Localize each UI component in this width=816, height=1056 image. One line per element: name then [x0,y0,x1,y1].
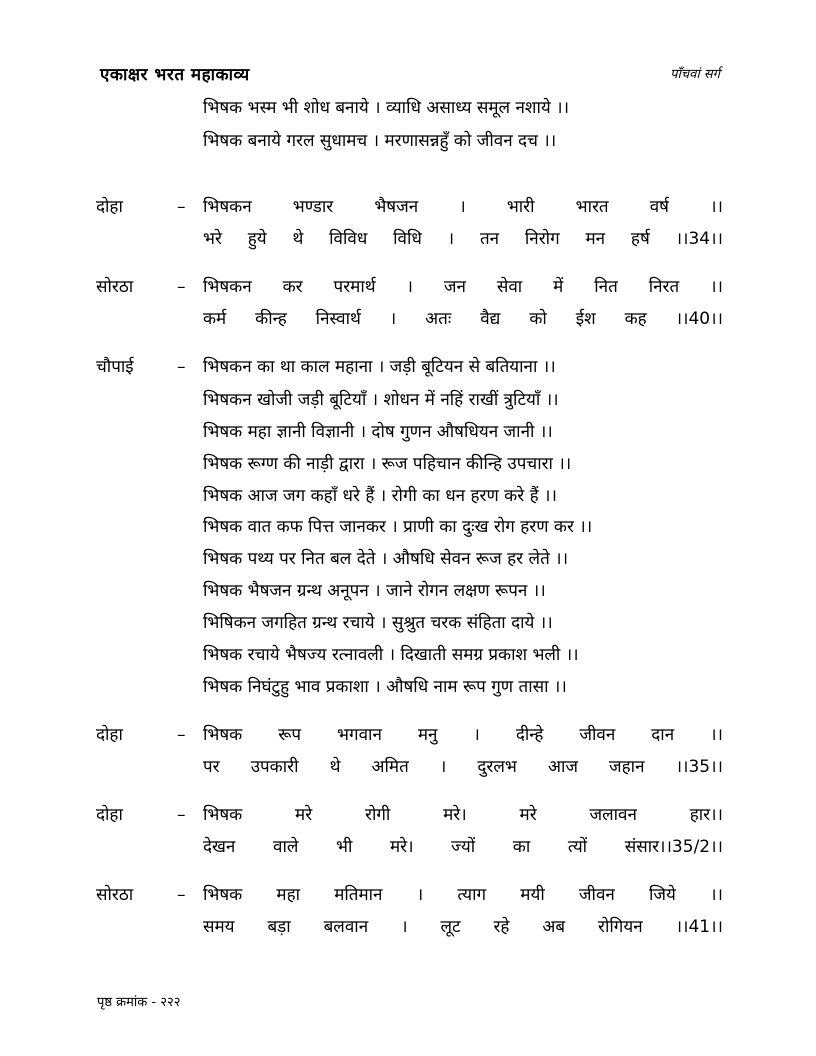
verse-line: भिषक रचाये भैषज्य रत्नावली । दिखाती समग्र प्रकाश भली ।। [203,645,579,665]
page-number: पृष्ठ क्रमांक - २२२ [97,995,181,1010]
verse-line: भिषक भस्म भी शोध बनाये । व्याधि असाध्य समूल नशाये ।। [203,98,570,118]
verse-dash: – [177,885,186,905]
verse-type-label: दोहा [96,805,123,825]
verse-line: भिषक भैषजन ग्रन्थ अनूपन । जाने रोगन लक्षण रूपन ।। [203,581,546,601]
verse-dash: – [177,725,186,745]
verse-line: भिषक रूग्ण की नाड़ी द्वारा । रूज पहिचान कीन्हि उपचारा ।। [203,454,572,474]
verse-line: भिषकन का था काल महाना । जड़ी बूटियन से बतियाना ।। [203,357,556,377]
verse-line: देखन वाले भी मरे। ज्यों का त्यों संसार।।35/2।। [203,837,723,857]
verse-line: पर उपकारी थे अमित । दुरलभ आज जहान ।।35।। [203,757,723,777]
verse-dash: – [177,357,186,377]
verse-type-label: सोरठा [96,885,134,905]
verse-line: भिषकन भण्डार भैषजन । भारी भारत वर्ष ।। [203,197,723,217]
verse-line: भिषक बनाये गरल सुधामच । मरणासन्नहुँ को जीवन दच ।। [203,131,557,151]
verse-type-label: चौपाई [96,357,134,377]
verse-line: भिषक महा ज्ञानी विज्ञानी । दोष गुणन औषधियन जानी ।। [203,422,553,442]
verse-dash: – [177,277,186,297]
verse-line: कर्म कीन्ह निस्वार्थ । अतः वैद्य को ईश कह ।।40।। [203,309,723,329]
verse-dash: – [177,805,186,825]
verse-line: भिषकन खोजी जड़ी बूटियाँ । शोधन में नहिं राखीं त्रुटियाँ ।। [203,390,559,410]
verse-line: भरे हुये थे विविध विधि । तन निरोग मन हर्ष ।।34।। [203,229,723,249]
verse-line: भिषक पथ्य पर नित बल देते । औषधि सेवन रूज हर लेते ।। [203,549,569,569]
verse-dash: – [177,197,186,217]
verse-type-label: दोहा [96,197,123,217]
verse-line: भिषिकन जगहित ग्रन्थ रचाये । सुश्रुत चरक संहिता दाये ।। [203,613,553,633]
verse-line: भिषकन कर परमार्थ । जन सेवा में नित निरत ।। [203,277,723,297]
verse-line: भिषक वात कफ पित्त जानकर । प्राणी का दुःख रोग हरण कर ।। [203,517,593,537]
chapter-title: पाँचवां सर्ग [670,67,720,82]
verse-line: भिषक मरे रोगी मरे। मरे जलावन हार।। [203,805,723,825]
verse-line: भिषक आज जग कहाँ धरे हैं । रोगी का धन हरण करे हैं ।। [203,486,557,506]
verse-type-label: दोहा [96,725,123,745]
verse-line: भिषक महा मतिमान । त्याग मयी जीवन जिये ।। [203,885,723,905]
verse-line: समय बड़ा बलवान । लूट रहे अब रोगियन ।।41।। [203,917,723,937]
verse-line: भिषक रूप भगवान मनु । दीन्हे जीवन दान ।। [203,725,723,745]
verse-line: भिषक निघंटुहु भाव प्रकाशा । औषधि नाम रूप गुण तासा ।। [203,677,567,697]
verse-type-label: सोरठा [96,277,134,297]
book-title: एकाक्षर भरत महाकाव्य [100,65,250,85]
